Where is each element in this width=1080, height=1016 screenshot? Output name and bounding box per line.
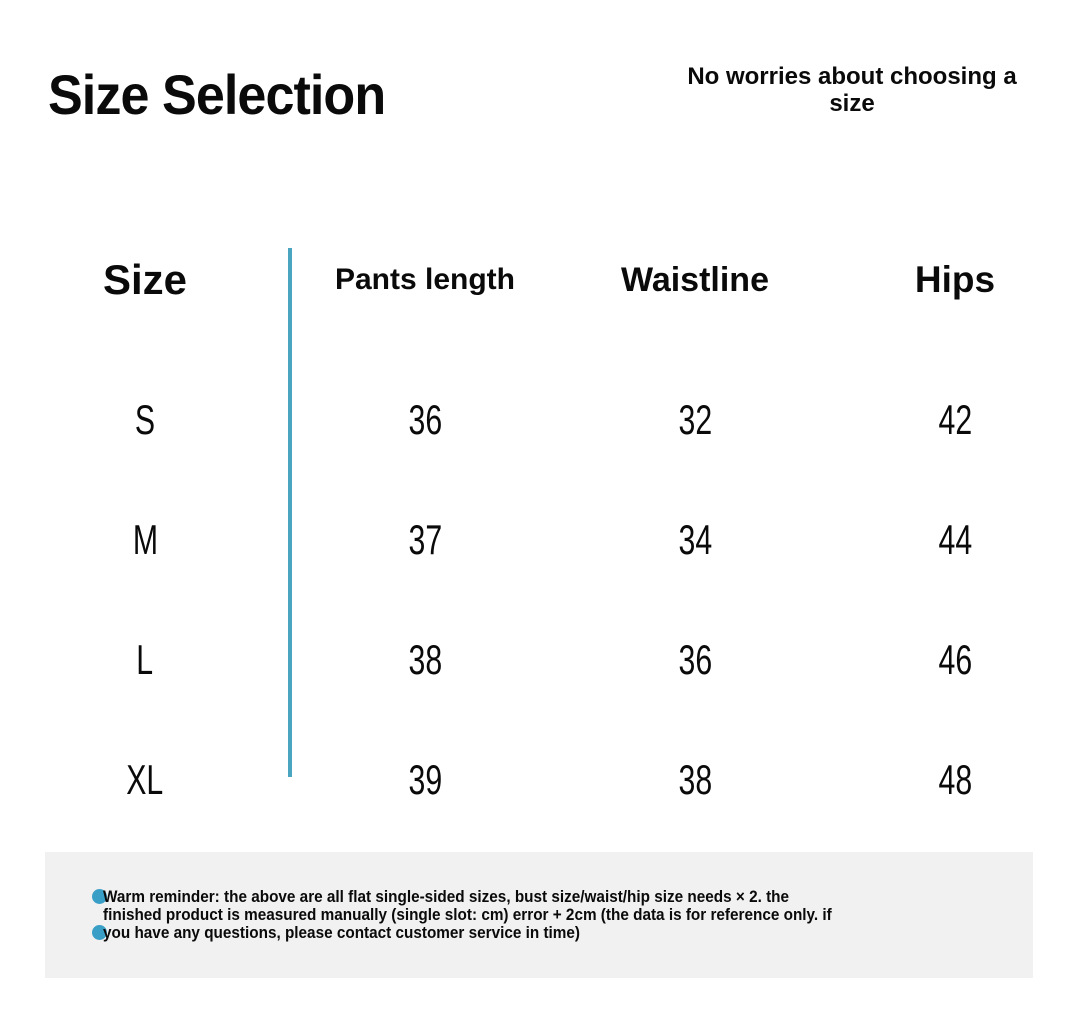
size-label: M (132, 516, 158, 563)
waist-value: 36 (678, 636, 712, 683)
table-cell-pants-s (290, 360, 560, 480)
table-cell-waist-l (560, 600, 830, 720)
waist-value: 32 (678, 396, 712, 443)
reminder-line: you have any questions, please contact customer service in time) (103, 923, 581, 942)
pants-value: 39 (408, 756, 442, 803)
size-label: S (134, 396, 156, 443)
table-cell-pants-l (290, 600, 560, 720)
pants-value: 36 (408, 396, 442, 443)
hips-value: 48 (938, 756, 972, 803)
table-cell-size-xl (0, 720, 290, 840)
table-cell-hips-xl (830, 720, 1080, 840)
table-cell-pants-xl (290, 720, 560, 840)
waist-value: 38 (678, 756, 712, 803)
table-cell-size-l (0, 600, 290, 720)
pants-value: 37 (408, 516, 442, 563)
column-header-size: Size (102, 256, 188, 303)
reminder-box (45, 852, 1033, 978)
column-header-hips: Hips (914, 259, 996, 300)
table-cell-size-m (0, 480, 290, 600)
table-cell-hips-s (830, 360, 1080, 480)
waist-value: 34 (678, 516, 712, 563)
table-cell-waist-m (560, 480, 830, 600)
reminder-line: finished product is measured manually (single slot: cm) error + 2cm (the data is for reference only. if (103, 905, 832, 924)
table-cell-size-s (0, 360, 290, 480)
reminder-text (103, 888, 832, 942)
size-label: L (136, 636, 154, 683)
table-cell-hips-l (830, 600, 1080, 720)
size-label: XL (126, 756, 164, 803)
column-header-pants-length: Pants length (334, 263, 515, 296)
table-cell-waist-s (560, 360, 830, 480)
column-divider-line (288, 248, 292, 777)
pants-value: 38 (408, 636, 442, 683)
page-title: Size Selection (48, 63, 386, 126)
table-cell-hips-m (830, 480, 1080, 600)
table-cell-pants-m (290, 480, 560, 600)
table-cell-waist-xl (560, 720, 830, 840)
hips-value: 46 (938, 636, 972, 683)
column-header-waistline: Waistline (621, 260, 769, 299)
hips-value: 44 (938, 516, 972, 563)
hips-value: 42 (938, 396, 972, 443)
reminder-line: Warm reminder: the above are all flat single-sided sizes, bust size/waist/hip size needs × 2. the (103, 887, 790, 906)
size-table (0, 240, 1080, 840)
tagline: No worries about choosing a size (687, 63, 1017, 117)
